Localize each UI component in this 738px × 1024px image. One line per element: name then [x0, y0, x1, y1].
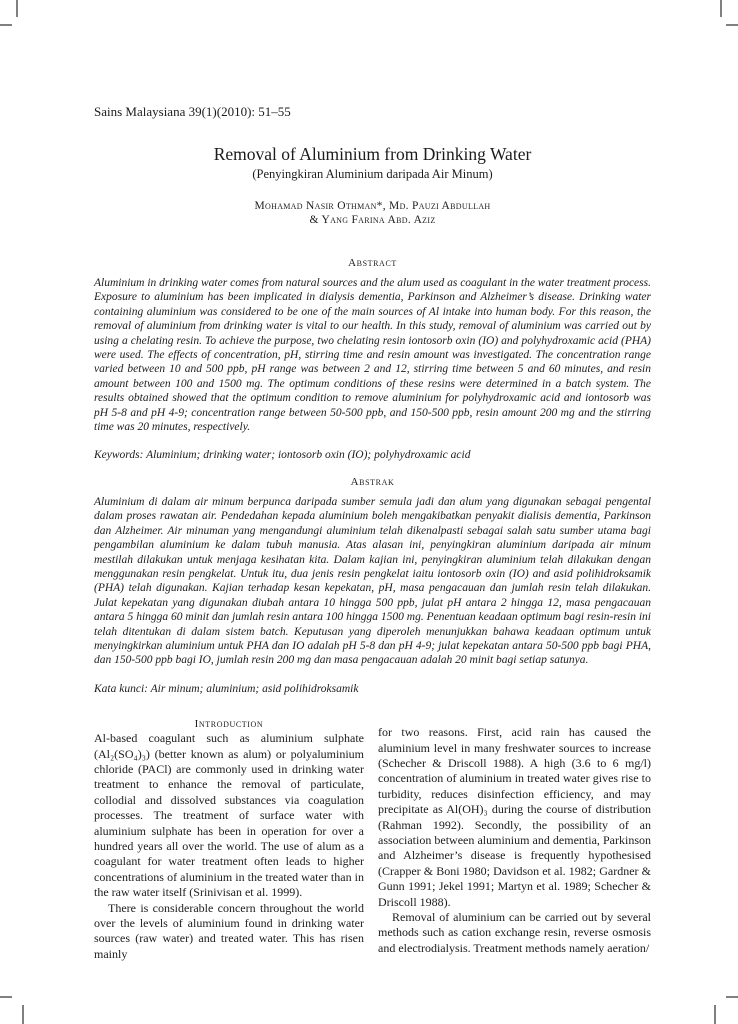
intro-paragraph-1: Al-based coagulant such as aluminium sulphate (Al₂(SO₄)₃) (better known as alum) or polyaluminium chloride (PACl) are commonly used in drinking water treatment to enhance the removal of particulate, collodial and dissolved substances via coagulation processes. The treatment of surface water with aluminium sulphate has been in operation for over a hundred years all over the world. The use of alum as a coagulant for water treatment often leads to higher concentrations of aluminium in the treated water than in the raw water itself (Srinivisan et al. 1999).: [94, 731, 364, 900]
page-content: [94, 0, 651, 962]
two-column-body: [94, 718, 651, 962]
right-column: [378, 718, 651, 962]
crop-mark: [16, 0, 18, 17]
abstract-text: Aluminium in drinking water comes from natural sources and the alum used as coagulant in the water treatment process. Exposure to aluminium has been implicated in dialysis dementia, Parkinson and Alzheimer’s disease. Drinking water containing aluminium was considered to be one of the main sources of Al intake into human body. For this reason, the removal of aluminium from drinking water is vital to our health. In this study, removal of aluminium was carried out by using a chelating resin. To achieve the purpose, two chelating resin iontosorb oxin (IO) and polyhydroxamic acid (PHA) were used. The effects of concentration, pH, stirring time and resin amount was investigated. The concentration range varied between 10 and 500 ppb, pH range was between 2 and 12, stirring time between 5 and 60 minutes, and resin amount between 100 and 1500 mg. The optimum conditions of these resins were determined in a batch system. The results obtained showed that the optimum condition to remove aluminium for polyhydroxamic acid and iontosorb was pH 5-8 and pH 4-9; concentration range between 50-500 ppb, and 150-500 ppb, resin amount 200 mg and the stirring time was 20 minutes, respectively.: [94, 277, 651, 434]
crop-mark: [0, 24, 12, 26]
paper-title: Removal of Aluminium from Drinking Water: [213, 144, 532, 164]
authors-line-2: & Yang Farina Abd. Aziz: [309, 214, 436, 226]
journal-reference: Sains Malaysiana 39(1)(2010): 51–55: [94, 104, 291, 119]
crop-mark: [726, 996, 738, 998]
crop-mark: [720, 0, 722, 17]
abstract-heading: Abstract: [348, 257, 397, 269]
crop-mark: [0, 996, 12, 998]
crop-mark: [714, 1005, 716, 1024]
authors-block: [94, 199, 651, 227]
intro-paragraph-4: Removal of aluminium can be carried out by several methods such as cation exchange resin, reverse osmosis and electrodialysis. Treatment methods namely aeration/: [378, 910, 651, 955]
kata-kunci-line: Kata kunci: Air minum; aluminium; asid polihidroksamik: [94, 682, 359, 695]
abstrak-text: Aluminium di dalam air minum berpunca daripada sumber semula jadi dan alum yang digunakan sebagai pengental dalam proses rawatan air. Pendedahan kepada aluminium boleh mengakibatkan penyakit dialisis dementia, Parkinson dan Alzheimer. Air minuman yang mengandungi aluminium telah dikenalpasti sebagai salah satu sumber utama bagi pengambilan aluminium ke dalam tubuh manusia. Atas alasan ini, penyingkiran aluminium daripada air minum mestilah dilakukan untuk menjaga kesihatan kita. Dalam kajian ini, penyingkiran aluminium telah dilakukan dengan menggunakan resin pengkelat. Untuk itu, dua jenis resin pengkelat iaitu iontosorb oxin (IO) and asid polihidroksamik (PHA) telah digunakan. Kajian terhadap kesan kepekatan, pH, masa pengacauan dan jumlah resin telah dilakukan. Julat kepekatan yang digunakan diubah antara 10 hingga 500 ppb, julat pH antara 2 hingga 12, masa pengacauan antara 5 hingga 60 minit dan jumlah resin antara 100 hingga 1500 mg. Penentuan keadaan optimum bagi resin-resin ini telah ditentukan di dalam sistem batch. Keputusan yang diperoleh menunjukkan bahawa keadaan optimum untuk menyingkirkan aluminium untuk PHA dan IO adalah pH 5-8 dan pH 4-9; julat kepekatan antara 50-500 ppb bagi PHA, dan 150-500 ppb bagi IO, jumlah resin 200 mg dan masa pengacauan adalah 20 minit bagi setiap satunya.: [94, 495, 651, 667]
crop-mark: [726, 24, 738, 26]
crop-mark: [22, 1005, 24, 1024]
intro-paragraph-2: There is considerable concern throughout the world over the levels of aluminium found in drinking water sources (raw water) and treated water. This has risen mainly: [94, 900, 364, 961]
introduction-heading: Introduction: [194, 718, 264, 731]
left-column: [94, 718, 364, 962]
keywords-line: Keywords: Aluminium; drinking water; iontosorb oxin (IO); polyhydroxamic acid: [94, 449, 471, 462]
intro-paragraph-3: for two reasons. First, acid rain has caused the aluminium level in many freshwater sources to increase (Schecher & Driscoll 1988). A high (3.6 to 6 mg/l) concentration of aluminium in treated water gives rise to turbidity, reduces disinfection efficiency, and may precipitate as Al(OH)₃ during the course of distribution (Rahman 1992). Secondly, the possibility of an association between aluminium and dementia, Parkinson and Alzheimer’s disease is frequently hypothesised (Crapper & Boni 1980; Davidson et al. 1982; Gardner & Gunn 1991; Jekel 1991; Martyn et al. 1989; Schecher & Driscoll 1988).: [378, 725, 651, 909]
paper-subtitle: (Penyingkiran Aluminium daripada Air Minum): [252, 167, 493, 181]
abstrak-heading: Abstrak: [350, 475, 395, 488]
authors-line-1: Mohamad Nasir Othman*, Md. Pauzi Abdullah: [254, 200, 491, 212]
